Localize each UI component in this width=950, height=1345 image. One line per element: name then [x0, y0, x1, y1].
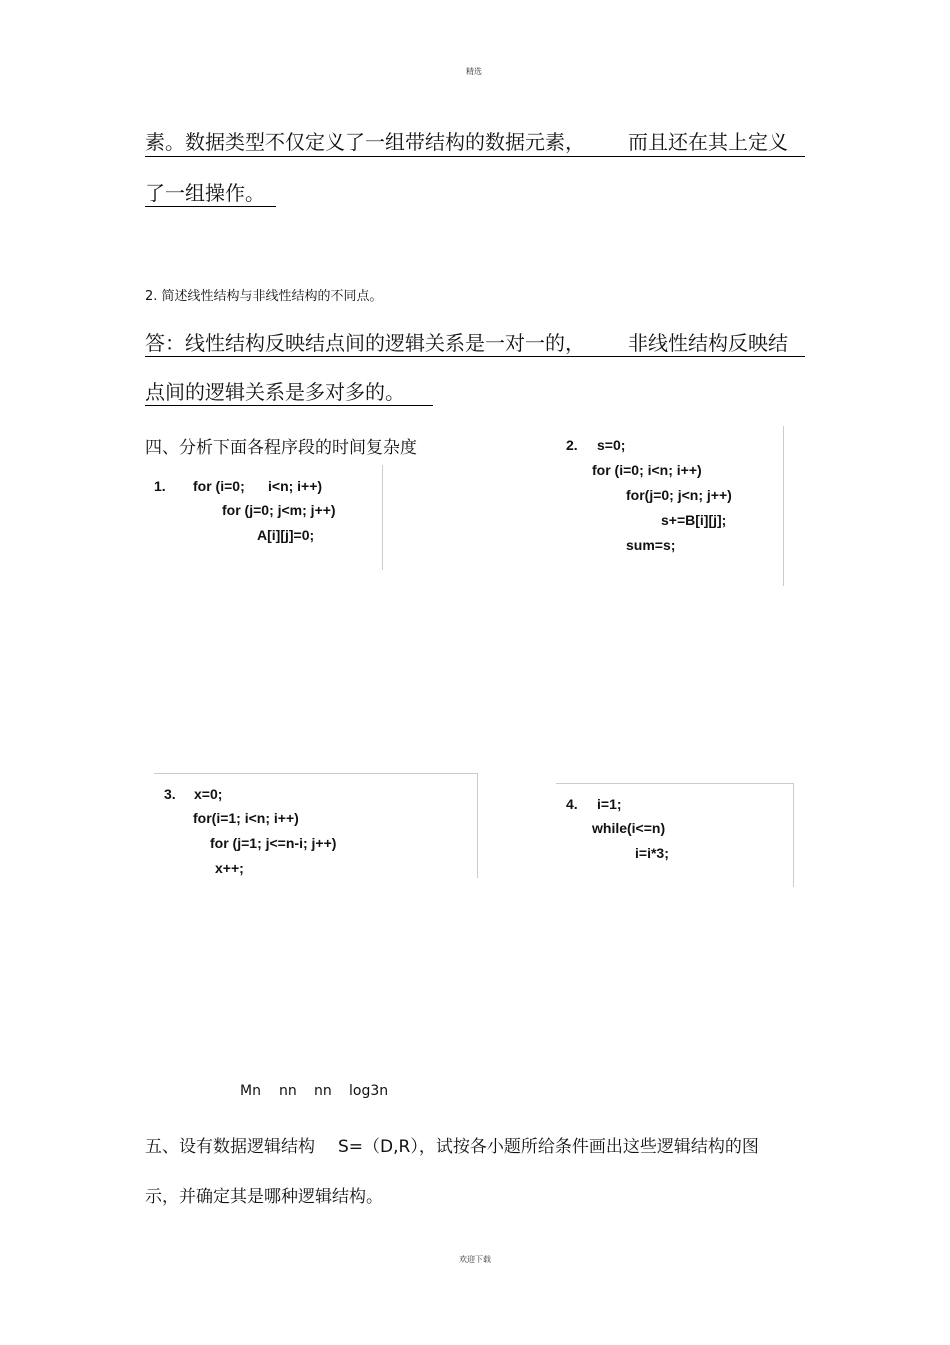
code2-line1: s=0; — [597, 437, 626, 453]
code2-line4: s+=B[i][j]; — [661, 512, 727, 528]
section5-line1-part1: 五、设有数据逻辑结构 — [145, 1137, 315, 1157]
code2-line2: for (i=0; i<n; i++) — [592, 462, 702, 478]
section5-line2: 示，并确定其是哪种逻辑结构。 — [145, 1187, 383, 1207]
code2-line3: for(j=0; j<n; j++) — [626, 487, 732, 503]
code1-line3: A[i][j]=0; — [257, 527, 315, 543]
code3-border-right — [477, 773, 478, 878]
code1-line1-b: i<n; i++) — [268, 478, 323, 494]
answer2-line1-part2: 非线性结构反映结 — [628, 331, 788, 355]
code3-line3: for (j=1; j<=n-i; j++) — [210, 835, 337, 851]
page-footer: 欢迎下载 — [459, 1255, 491, 1264]
answer1-line1-underline — [145, 156, 805, 157]
code2-number: 2. — [566, 437, 578, 453]
code4-border-right — [793, 783, 794, 887]
code2-border-right — [783, 426, 784, 586]
code3-line2: for(i=1; i<n; i++) — [193, 810, 299, 826]
answer2-line2-underline — [145, 405, 433, 406]
answer1-line2-underline — [145, 206, 276, 207]
code3-number: 3. — [164, 786, 176, 802]
code4-line3: i=i*3; — [635, 845, 669, 861]
code1-number: 1. — [154, 478, 166, 494]
code1-line1-a: for (i=0; — [193, 478, 245, 494]
answer2-line2: 点间的逻辑关系是多对多的。 — [145, 380, 405, 404]
section5-line1-part2: S=（D,R），试按各小题所给条件画出这些逻辑结构的图 — [338, 1137, 759, 1157]
code1-line2: for (j=0; j<m; j++) — [222, 502, 336, 518]
code2-line5: sum=s; — [626, 537, 676, 553]
answer1-line1-part2: 而且还在其上定义 — [628, 130, 788, 154]
answer1-line1-part1: 素。数据类型不仅定义了一组带结构的数据元素， — [145, 130, 585, 154]
answer4-2: nn — [279, 1083, 297, 1099]
page-header: 精选 — [466, 67, 482, 76]
answer2-line1-part1: 答：线性结构反映结点间的逻辑关系是一对一的， — [145, 331, 585, 355]
code3-line4: x++; — [215, 860, 244, 876]
answer2-line1-underline — [145, 356, 805, 357]
code4-border-top — [556, 783, 794, 784]
code3-border-top — [154, 773, 478, 774]
code4-line1: i=1; — [597, 796, 622, 812]
answer4-3: nn — [314, 1083, 332, 1099]
question2-text: 2. 简述线性结构与非线性结构的不同点。 — [145, 289, 383, 304]
code3-line1: x=0; — [194, 786, 223, 802]
code4-number: 4. — [566, 796, 578, 812]
code4-line2: while(i<=n) — [592, 820, 666, 836]
answer4-1: Mn — [240, 1083, 261, 1099]
answer1-line2: 了一组操作。 — [145, 181, 265, 205]
code1-border-right — [382, 465, 383, 570]
answer4-4: log3n — [349, 1083, 389, 1099]
section4-title: 四、分析下面各程序段的时间复杂度 — [145, 438, 417, 458]
